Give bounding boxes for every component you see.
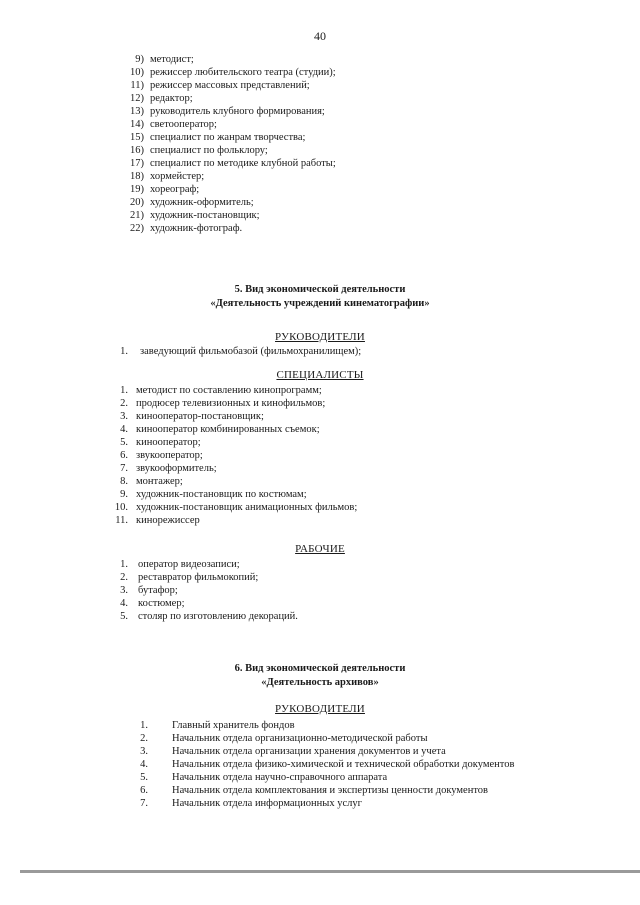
list-item [100,92,336,105]
item-number: 9. [120,489,128,500]
list-item [100,66,336,79]
list-item [100,196,336,209]
section-5-workers-list [110,558,298,623]
list-item [120,745,514,758]
item-number: 10) [130,67,144,78]
section-5-specialists-list [110,384,357,527]
item-number: 3. [140,746,148,757]
list-item [110,610,298,623]
item-number: 18) [130,171,144,182]
section-5-specialists-heading: СПЕЦИАЛИСТЫ [276,369,364,381]
item-text: Начальник отдела информационных услуг [172,798,362,809]
item-number: 14) [130,119,144,130]
item-number: 17) [130,158,144,169]
list-item [100,118,336,131]
item-text: Начальник отдела научно-справочного аппарата [172,772,388,783]
item-text: художник-постановщик анимационных фильмов; [136,502,358,513]
item-number: 12) [130,93,144,104]
item-text: Начальник отдела физико-химической и технической обработки документов [172,759,515,770]
item-number: 15) [130,132,144,143]
section-5-title: 5. Вид экономической деятельности [234,284,406,295]
list-item [110,384,357,397]
item-text: кинооператор; [136,437,201,448]
list-item [120,719,514,732]
item-number: 16) [130,145,144,156]
item-text: художник-постановщик; [150,210,260,221]
item-number: 8. [120,476,128,487]
list-item [110,488,357,501]
list-item [120,758,514,771]
item-number: 20) [130,197,144,208]
list-item [110,410,357,423]
item-number: 7. [140,798,148,809]
list-item [100,105,336,118]
item-number: 10. [114,502,128,513]
list-item [110,423,357,436]
item-text: режиссер массовых представлений; [150,80,310,91]
list-item [100,79,336,92]
section-6-title: 6. Вид экономической деятельности [234,663,406,674]
item-text: звукооператор; [136,450,203,461]
item-number: 5. [120,611,128,622]
list-item [100,53,336,66]
list-item [110,449,357,462]
item-number: 22) [130,223,144,234]
item-text: Начальник отдела организационно-методической работы [172,733,428,744]
item-text: кинооператор комбинированных съемок; [136,424,320,435]
section-5-managers-heading: РУКОВОДИТЕЛИ [275,331,365,343]
item-text: специалист по методике клубной работы; [150,158,336,169]
item-number: 5. [140,772,148,783]
item-text: методист; [150,54,194,65]
list-item [110,475,357,488]
item-number: 13) [130,106,144,117]
item-text: Начальник отдела комплектования и экспертизы ценности документов [172,785,488,796]
list-item [100,157,336,170]
item-text: хореограф; [150,184,200,195]
list-item [100,170,336,183]
item-text: заведующий фильмобазой (фильмохранилищем); [140,346,362,357]
list-item [110,345,361,358]
item-number: 3. [120,585,128,596]
item-text: Главный хранитель фондов [172,720,295,731]
item-text: кинооператор-постановщик; [136,411,264,422]
item-text: художник-постановщик по костюмам; [136,489,307,500]
list-item [100,131,336,144]
list-item [100,209,336,222]
section-6-managers-heading: РУКОВОДИТЕЛИ [275,703,365,715]
item-text: костюмер; [138,598,185,609]
list-item [120,797,514,810]
list-item [110,597,298,610]
item-number: 2. [140,733,148,744]
item-number: 11. [115,515,128,526]
item-text: оператор видеозаписи; [138,559,240,570]
list-item [100,222,336,235]
section-6-subtitle: «Деятельность архивов» [261,677,379,688]
list-item [110,501,357,514]
item-number: 1. [120,346,128,357]
item-number: 1. [140,720,148,731]
list-item [120,771,514,784]
scan-edge-rule [20,870,640,873]
item-text: светооператор; [150,119,217,130]
item-number: 19) [130,184,144,195]
item-number: 1. [120,559,128,570]
section-6-managers-list [120,719,514,810]
item-number: 6. [140,785,148,796]
list-item [110,584,298,597]
item-number: 6. [120,450,128,461]
list-item [100,183,336,196]
item-text: звукооформитель; [136,463,217,474]
item-text: хормейстер; [150,171,205,182]
item-text: Начальник отдела организации хранения документов и учета [172,746,446,757]
item-text: режиссер любительского театра (студии); [150,67,336,78]
item-number: 4. [120,598,128,609]
list-item [110,462,357,475]
list-item [120,732,514,745]
item-text: редактор; [150,93,193,104]
item-text: столяр по изготовлению декораций. [138,611,298,622]
item-text: реставратор фильмокопий; [138,572,259,583]
item-text: специалист по жанрам творчества; [150,132,306,143]
list-item [110,397,357,410]
list-item [110,558,298,571]
item-text: художник-оформитель; [150,197,254,208]
item-text: специалист по фольклору; [150,145,268,156]
item-text: монтажер; [136,476,183,487]
item-text: художник-фотограф. [150,223,243,234]
item-number: 3. [120,411,128,422]
item-number: 1. [120,385,128,396]
section-5-subtitle: «Деятельность учреждений кинематографии» [210,298,430,309]
item-text: продюсер телевизионных и кинофильмов; [136,398,326,409]
section-5-workers-heading: РАБОЧИЕ [295,543,345,555]
item-text: методист по составлению кинопрограмм; [136,385,322,396]
item-text: бутафор; [138,585,178,596]
section-5-managers-list [110,345,361,358]
item-text: кинорежиссер [136,515,200,526]
list-item [110,436,357,449]
item-number: 5. [120,437,128,448]
list-item [120,784,514,797]
item-number: 2. [120,572,128,583]
continued-position-list [100,53,336,235]
item-number: 9) [135,54,144,65]
item-number: 7. [120,463,128,474]
item-text: руководитель клубного формирования; [150,106,325,117]
item-number: 11) [130,80,144,91]
page-number: 40 [314,29,326,43]
list-item [100,144,336,157]
item-number: 2. [120,398,128,409]
item-number: 4. [120,424,128,435]
list-item [110,514,357,527]
item-number: 4. [140,759,148,770]
list-item [110,571,298,584]
item-number: 21) [130,210,144,221]
